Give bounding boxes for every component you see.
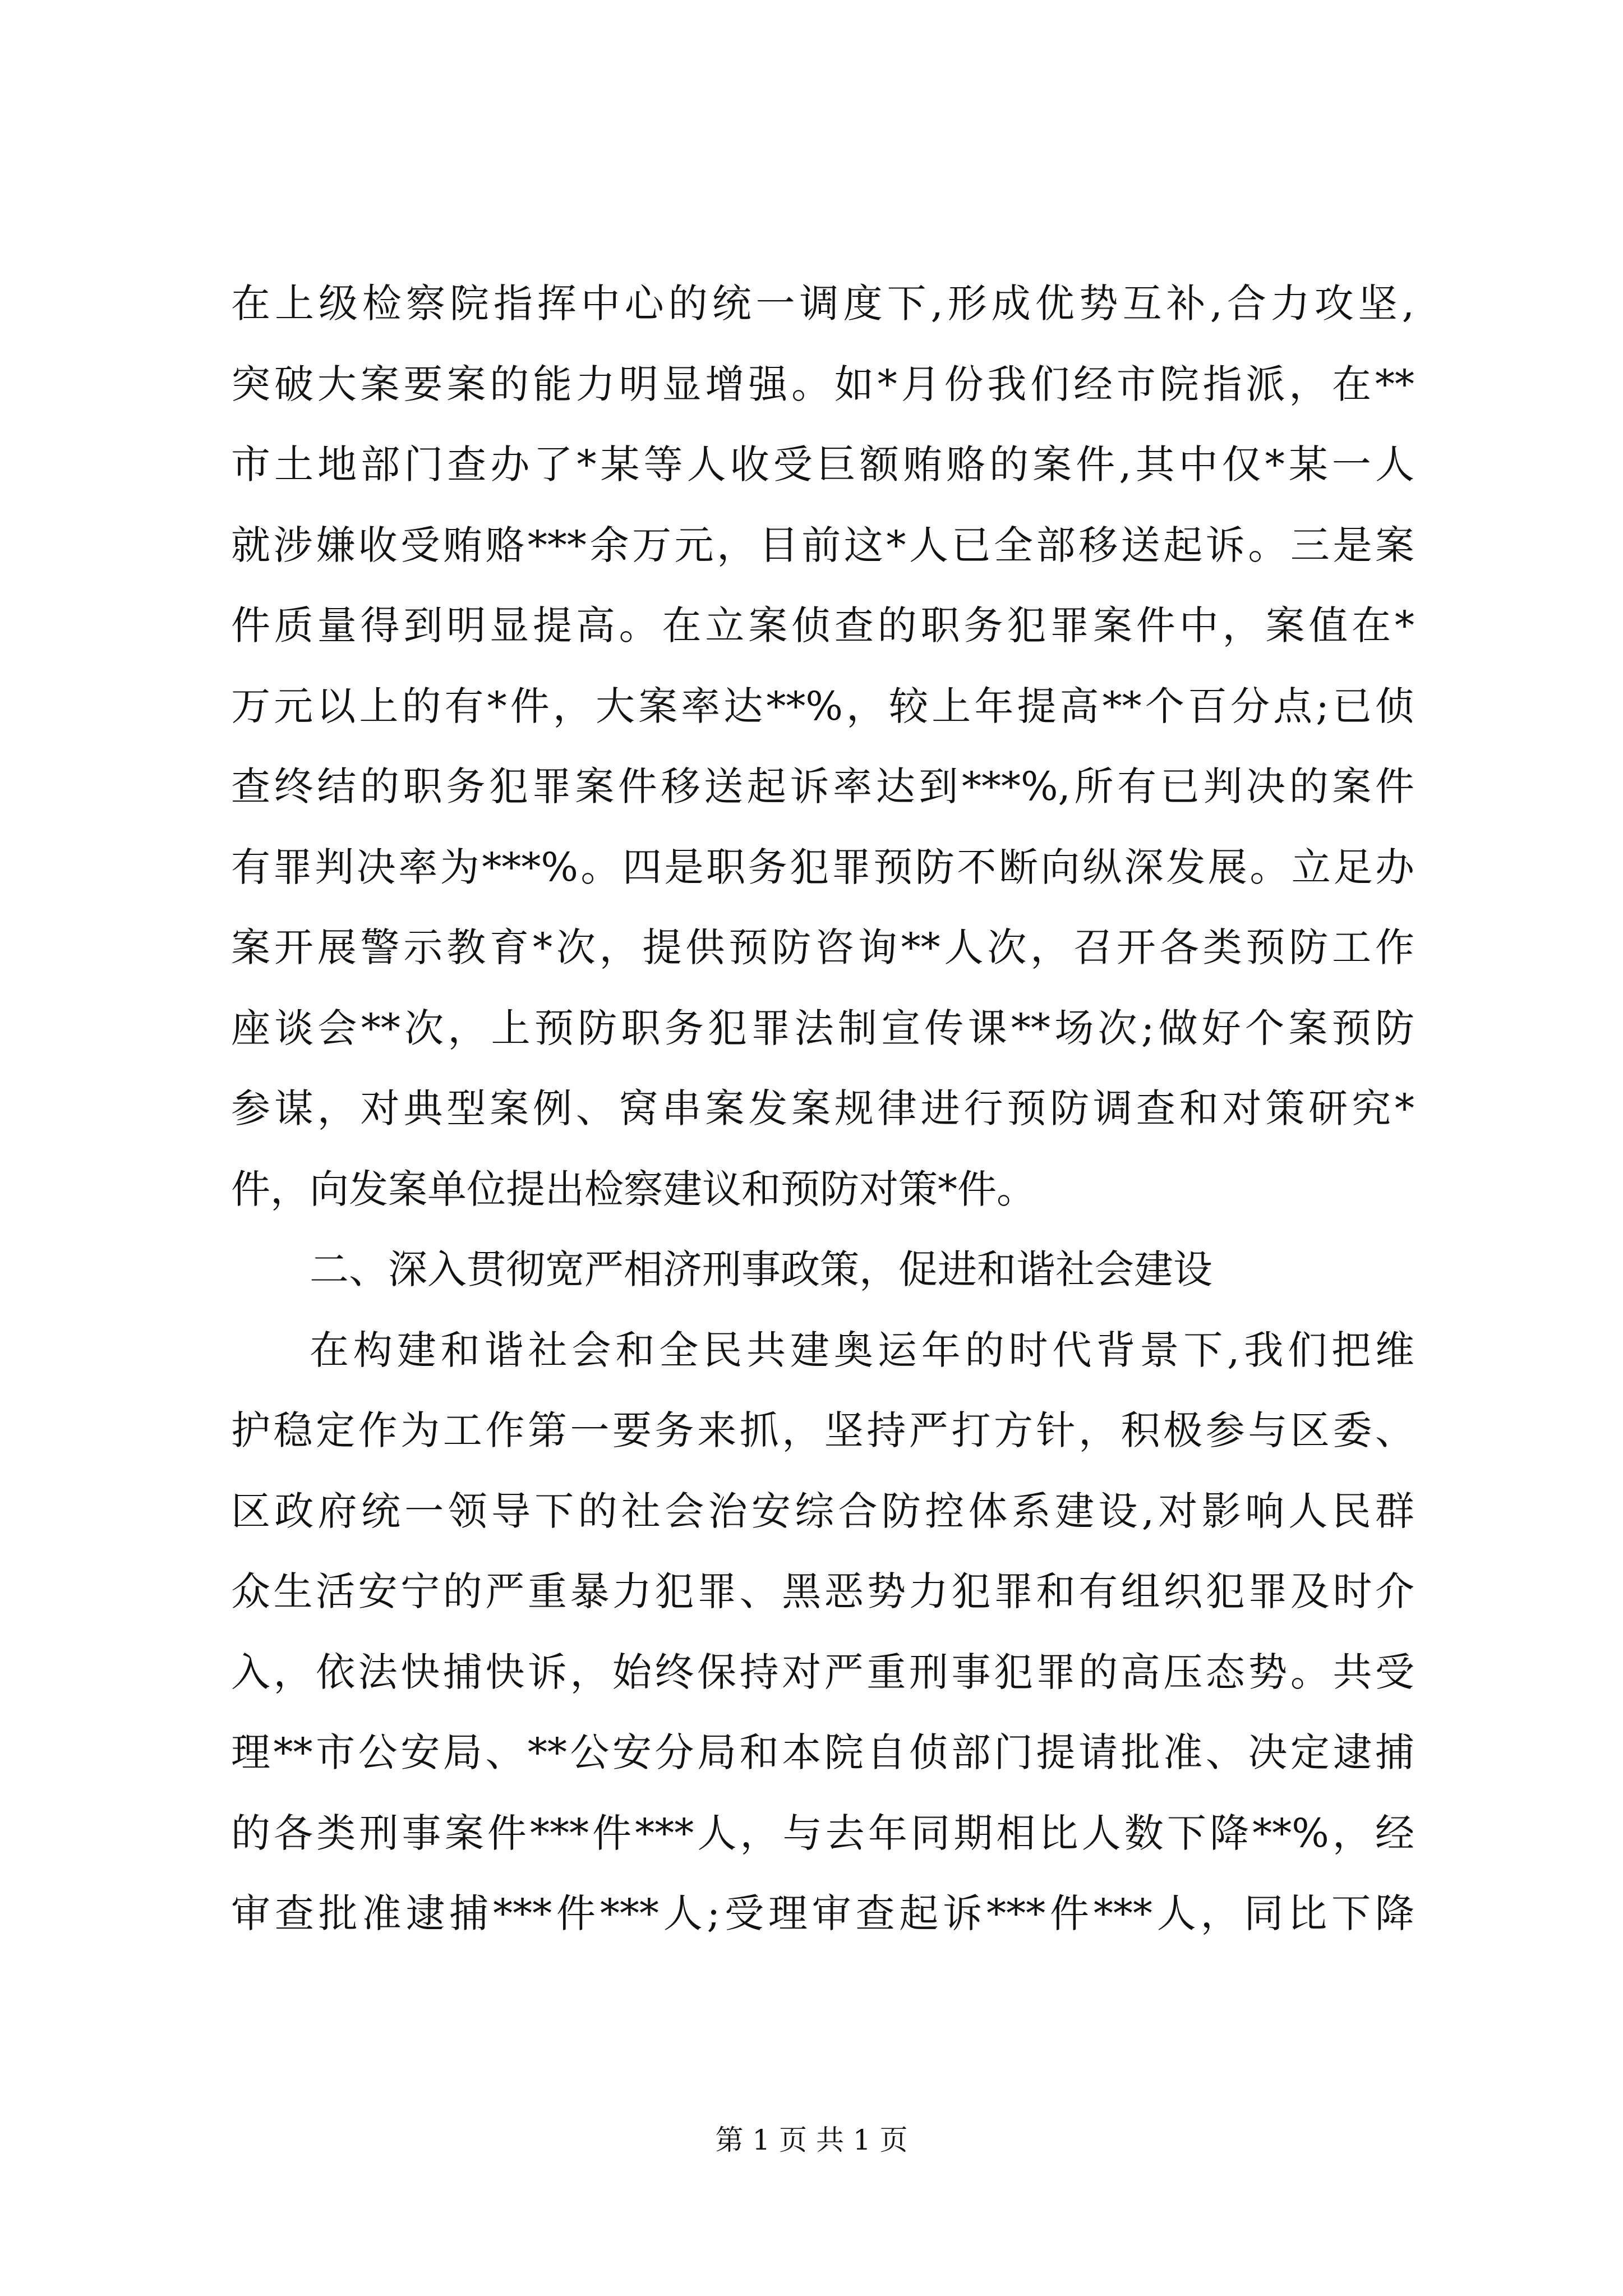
document-body — [231, 264, 1414, 1954]
body-line: 区政府统一领导下的社会治安综合防控体系建设,对影响人民群 — [231, 1488, 1414, 1534]
body-line: 座谈会**次，上预防职务犯罪法制宣传课**场次;做好个案预防 — [231, 1005, 1414, 1051]
body-line: 就涉嫌收受贿赂***余万元，目前这*人已全部移送起诉。三是案 — [231, 522, 1414, 568]
section-heading: 二、深入贯彻宽严相济刑事政策，促进和谐社会建设 — [310, 1246, 1212, 1292]
page-number-footer: 第 1 页 共 1 页 — [715, 2124, 908, 2156]
body-line: 突破大案要案的能力明显增强。如*月份我们经市院指派，在** — [231, 361, 1414, 407]
body-line: 有罪判决率为***%。四是职务犯罪预防不断向纵深发展。立足办 — [231, 844, 1414, 890]
body-line: 的各类刑事案件***件***人，与去年同期相比人数下降**%，经 — [231, 1810, 1414, 1856]
body-line: 众生活安宁的严重暴力犯罪、黑恶势力犯罪和有组织犯罪及时介 — [231, 1568, 1414, 1614]
body-line: 查终结的职务犯罪案件移送起诉率达到***%,所有已判决的案件 — [231, 763, 1414, 809]
body-line: 件质量得到明显提高。在立案侦查的职务犯罪案件中，案值在* — [231, 602, 1414, 648]
paragraph-end-line: 件，向发案单位提出检察建议和预防对策*件。 — [231, 1166, 1036, 1212]
body-line: 理**市公安局、**公安分局和本院自侦部门提请批准、决定逮捕 — [231, 1729, 1414, 1775]
body-line: 在上级检察院指挥中心的统一调度下,形成优势互补,合力攻坚, — [231, 280, 1414, 326]
body-line: 参谋，对典型案例、窝串案发案规律进行预防调查和对策研究* — [231, 1085, 1414, 1131]
body-line: 审查批准逮捕***件***人;受理审查起诉***件***人，同比下降 — [231, 1890, 1414, 1936]
paragraph-first-line: 在构建和谐社会和全民共建奥运年的时代背景下,我们把维 — [310, 1327, 1414, 1373]
body-line: 入，依法快捕快诉，始终保持对严重刑事犯罪的高压态势。共受 — [231, 1649, 1414, 1695]
body-line: 万元以上的有*件，大案率达**%，较上年提高**个百分点;已侦 — [231, 683, 1414, 729]
body-line: 市土地部门查办了*某等人收受巨额贿赂的案件,其中仅*某一人 — [231, 441, 1414, 487]
body-line: 案开展警示教育*次，提供预防咨询**人次，召开各类预防工作 — [231, 924, 1414, 970]
body-line: 护稳定作为工作第一要务来抓，坚持严打方针，积极参与区委、 — [231, 1407, 1414, 1453]
